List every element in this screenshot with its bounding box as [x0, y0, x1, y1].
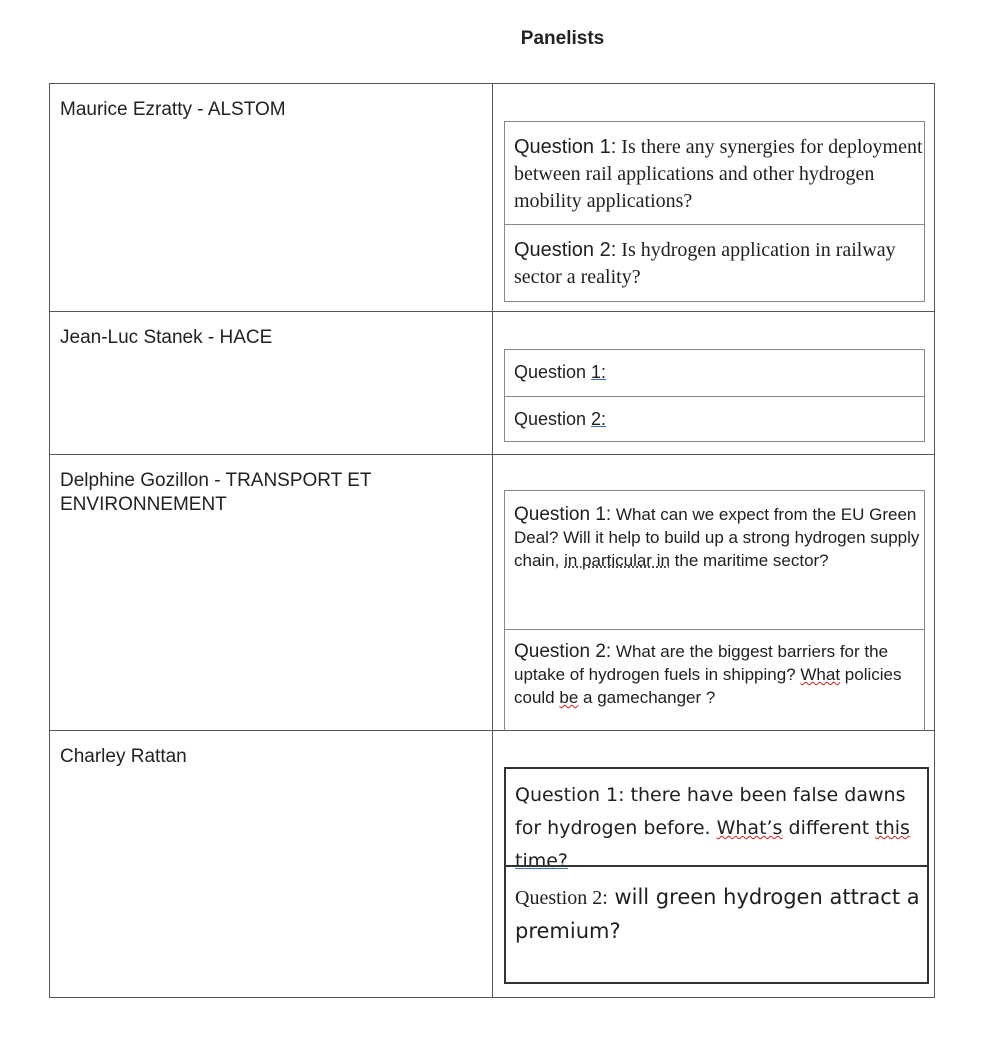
question-label: Question 1: [514, 504, 612, 525]
question-label: Question [514, 409, 592, 429]
panelists-table [49, 83, 935, 998]
question-text: the maritime sector? [669, 551, 829, 570]
panelist-name: Delphine Gozillon - TRANSPORT ET ENVIRONNEMENT [60, 470, 372, 515]
panelist-cell [50, 312, 493, 454]
panelist-name: Charley Rattan [60, 746, 187, 767]
panelist-name: Jean-Luc Stanek - HACE [60, 327, 273, 348]
question-text: time? [515, 850, 569, 872]
question-text: policies could [514, 665, 902, 707]
questions-box [504, 349, 925, 442]
question-label: Question 2: [514, 239, 617, 261]
question-text: Is hydrogen application in railway sector a reality? [514, 239, 896, 288]
question-text: be [559, 688, 579, 707]
question-text: in particular in [564, 551, 670, 570]
question-label: Question [514, 362, 592, 382]
question-text: this [875, 817, 910, 839]
question-text: different [782, 817, 876, 839]
question-number: 1: [591, 362, 607, 382]
question-2 [506, 865, 927, 982]
question-text: What can we expect from the EU Green Deal? Will it help to build up a strong hydrogen supply chain, [514, 505, 920, 570]
question-1 [506, 769, 927, 872]
panelist-row-3 [50, 455, 934, 731]
question-1 [505, 350, 924, 396]
question-label: Question 2: [515, 887, 608, 909]
question-text: will green hydrogen attract a premium? [515, 885, 920, 943]
page-title: Panelists [520, 28, 605, 49]
question-text: What are the biggest barriers for the uptake of hydrogen fuels in shipping? [514, 642, 889, 684]
panelist-cell [50, 84, 493, 311]
question-label: Question 1: [514, 136, 617, 158]
question-1 [505, 122, 924, 224]
question-label: Question 2: [514, 641, 612, 662]
question-2 [505, 396, 924, 443]
question-1 [505, 491, 924, 629]
question-number: 2: [591, 409, 607, 429]
panelist-row-1 [50, 84, 934, 312]
question-text: What [800, 665, 841, 684]
questions-box [504, 490, 925, 731]
questions-box [504, 767, 929, 984]
question-text: Is there any synergies for deployment between rail applications and other hydrogen mobility applications? [514, 136, 923, 212]
question-2 [505, 629, 924, 732]
panelist-cell [50, 731, 493, 997]
question-text: there have been false dawns for hydrogen before. [515, 784, 906, 839]
panelist-row-2 [50, 312, 934, 455]
panelist-cell [50, 455, 493, 730]
panelist-row-4 [50, 731, 934, 997]
question-text: a gamechanger ? [578, 688, 716, 707]
panelist-name: Maurice Ezratty - ALSTOM [60, 99, 286, 120]
question-label: Question 1: [515, 784, 625, 806]
question-2 [505, 224, 924, 303]
question-text: What’s [716, 817, 783, 839]
questions-box [504, 121, 925, 302]
